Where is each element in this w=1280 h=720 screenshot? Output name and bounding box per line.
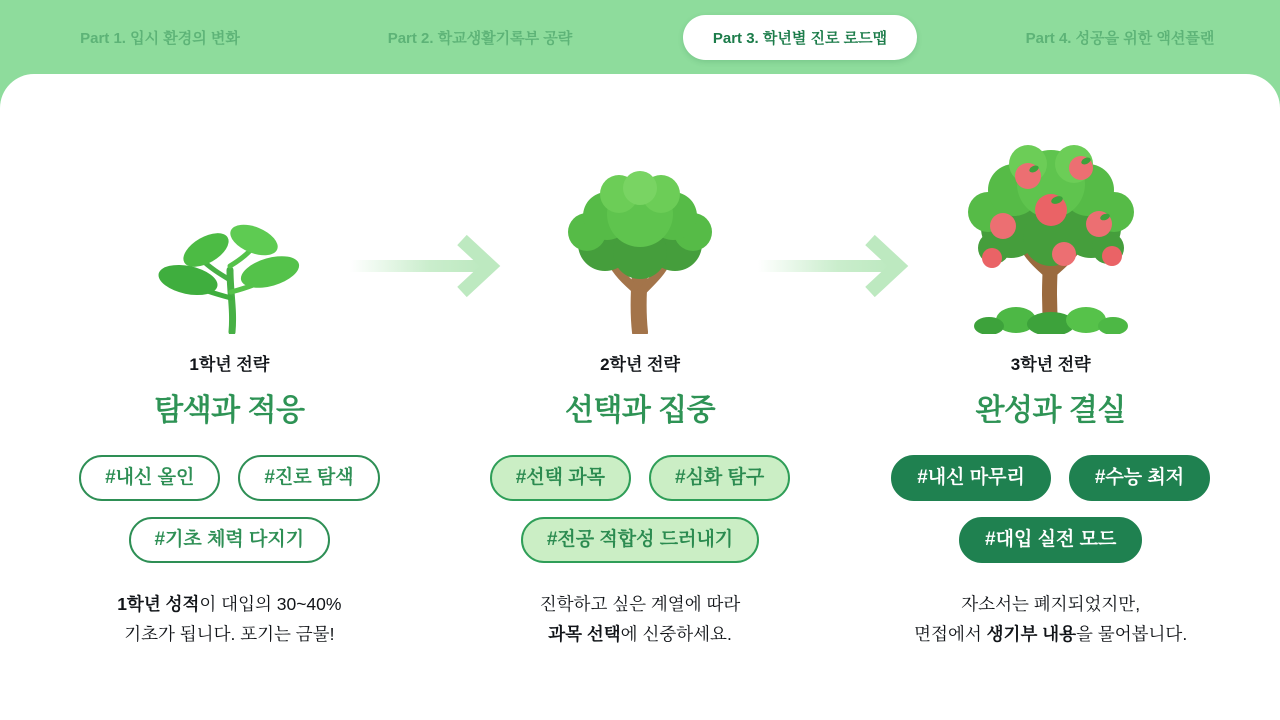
young-tree-illustration	[555, 124, 725, 334]
tab-part1[interactable]	[0, 15, 320, 60]
young-tree-icon	[555, 166, 725, 334]
apple-tree-icon	[956, 138, 1146, 334]
column-description-grade1	[117, 589, 341, 649]
tag-chip: #수능 최저	[1069, 455, 1210, 501]
part-navigation	[0, 0, 1280, 74]
tag-chip: #심화 탐구	[649, 455, 790, 501]
seedling-illustration	[154, 124, 304, 334]
desc-line: 자소서는 폐지되었지만,	[961, 593, 1141, 614]
seedling-icon	[154, 222, 304, 334]
tag-chip: #선택 과목	[490, 455, 631, 501]
content-card	[0, 74, 1280, 720]
growth-arrow-2	[758, 234, 933, 298]
column-grade1	[24, 124, 435, 720]
growth-arrow-1	[350, 234, 525, 298]
desc-line: 진학하고 싶은 계열에 따라	[539, 593, 741, 614]
tab-part4-label[interactable]: Part 4. 성공을 위한 액션플랜	[1025, 29, 1215, 47]
tag-chip: #진로 탐색	[238, 455, 379, 501]
column-title-grade3: 완성과 결실	[975, 394, 1126, 427]
tab-part4[interactable]	[960, 15, 1280, 60]
desc-line: 기초가 됩니다. 포기는 금물!	[124, 623, 335, 644]
tag-chip: #대입 실전 모드	[959, 517, 1142, 563]
tag-group-grade3	[865, 455, 1237, 563]
tag-chip: #전공 적합성 드러내기	[521, 517, 759, 563]
desc-line: 과목 선택에 신중하세요.	[548, 623, 732, 644]
tag-chip: #내신 마무리	[891, 455, 1051, 501]
tab-part3-active[interactable]	[640, 15, 960, 60]
stage-label-grade2: 2학년 전략	[600, 355, 680, 374]
tag-chip: #기초 체력 다지기	[129, 517, 331, 563]
tab-part3-label[interactable]: Part 3. 학년별 진로 로드맵	[683, 15, 917, 60]
tag-group-grade1	[43, 455, 415, 563]
desc-line: 1학년 성적이 대입의 30~40%	[117, 593, 342, 614]
column-description-grade2	[540, 589, 741, 649]
column-grade2	[435, 124, 846, 720]
tab-part2-label[interactable]: Part 2. 학교생활기록부 공략	[387, 29, 573, 47]
column-description-grade3	[914, 589, 1187, 649]
stage-label-grade3: 3학년 전략	[1010, 355, 1091, 374]
tab-part1-label[interactable]: Part 1. 입시 환경의 변화	[80, 29, 240, 47]
desc-line: 면접에서 생기부 내용을 물어봅니다.	[914, 623, 1188, 644]
column-title-grade2: 선택과 집중	[564, 394, 716, 427]
stage-label-grade1: 1학년 전략	[189, 355, 270, 374]
tag-chip: #내신 올인	[79, 455, 220, 501]
apple-tree-illustration	[956, 124, 1146, 334]
tab-part2[interactable]	[320, 15, 640, 60]
column-title-grade1: 탐색과 적응	[154, 394, 305, 427]
tag-group-grade2	[454, 455, 826, 563]
column-grade3	[845, 124, 1256, 720]
